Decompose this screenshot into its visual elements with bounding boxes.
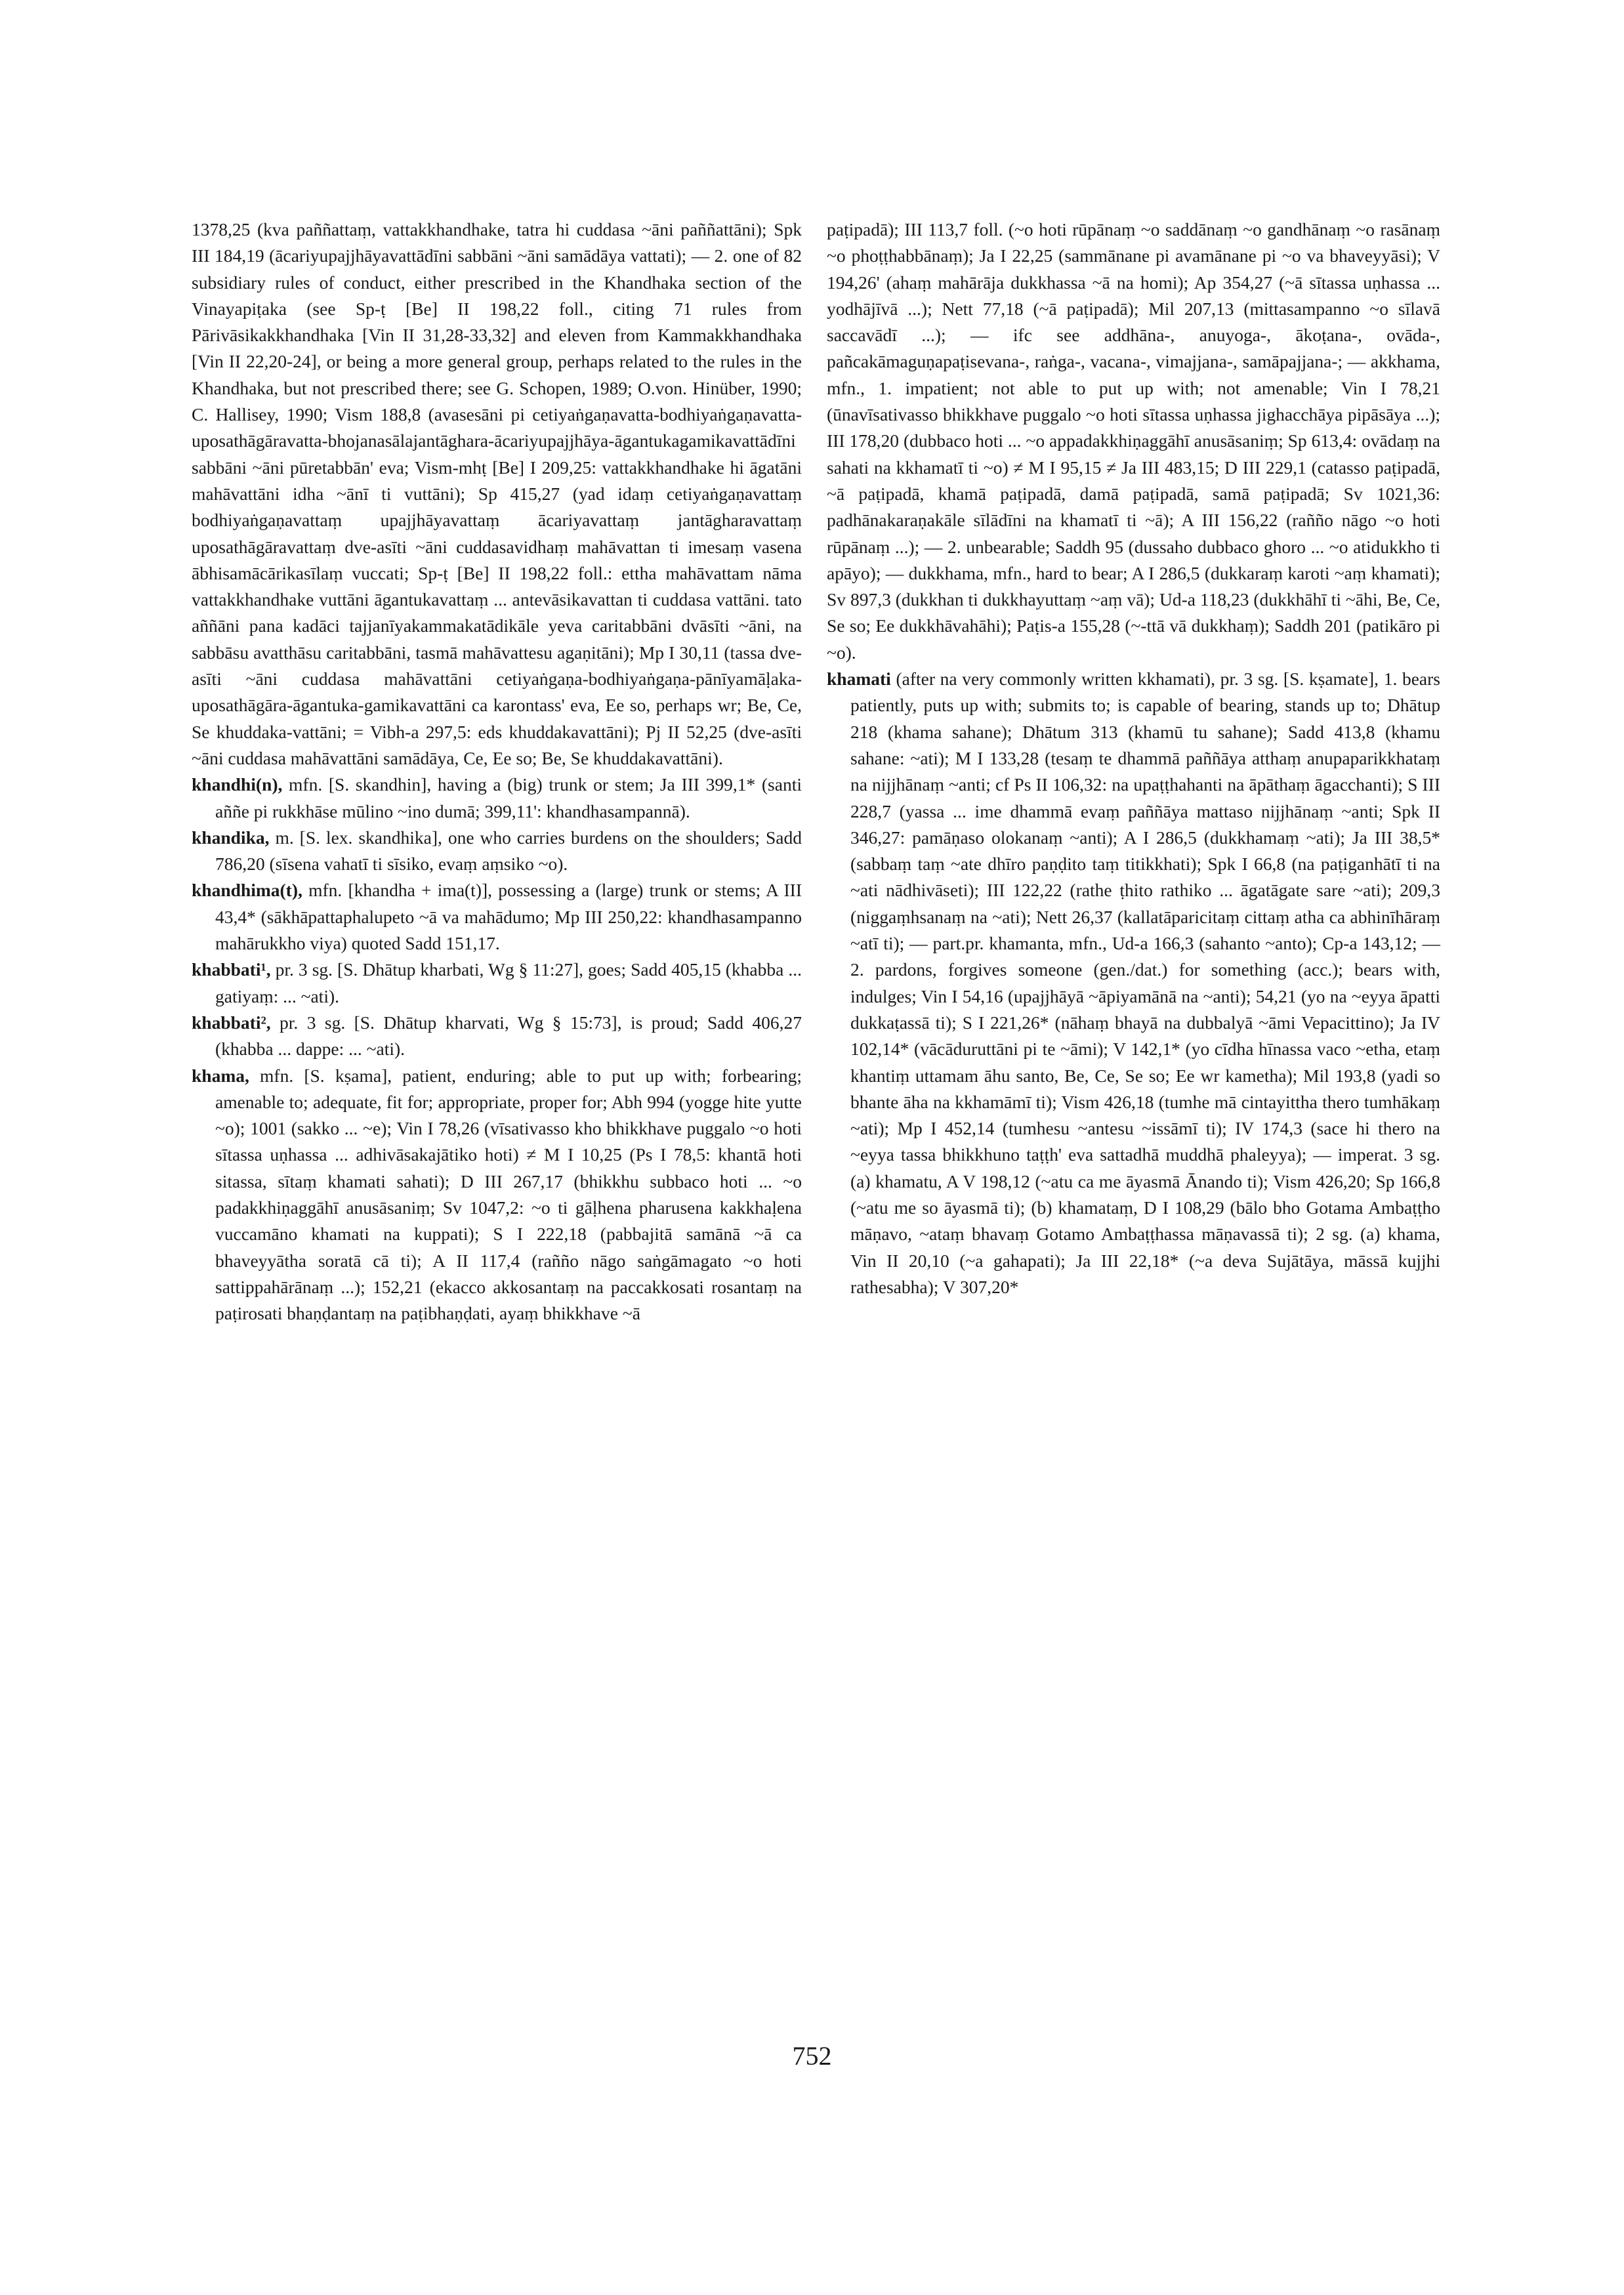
left-column — [192, 217, 802, 1327]
entry-body: (after na very commonly written kkhamati), pr. 3 sg. [S. kṣamate], 1. bears patiently, puts up with; submits to; is capable of bearing, stands up to; Dhātup 218 (khama sahane); Dhātum 313 (khamū tu sahane); Sadd 413,8 (khamu sahane: ~ati); M I 133,28 (tesaṃ te dhammā paññāya atthaṃ anupaparikkhataṃ na nijjhānaṃ ~anti; cf Ps II 106,32: na upaṭṭhahanti na āpāthaṃ āgacchanti); S III 228,7 (yassa ... ime dhammā evaṃ paññāya mattaso nijjhānaṃ ~anti; Spk II 346,27: pamāṇaso olokanaṃ ~anti); A I 286,5 (dukkhamaṃ ~ati); Ja III 38,5* (sabbaṃ taṃ ~ate dhīro paṇḍito taṃ titikkhati); Spk I 66,8 (na paṭiganhātī ti na ~ati nādhivāseti); III 122,22 (rathe ṭhito rathiko ... āgatāgate sare ~ati); 209,3 (niggaṃhsanaṃ na ~ati); Nett 26,37 (kallatāparicitaṃ cittaṃ atha ca abhinīhāraṃ ~atī ti); — part.pr. khamanta, mfn., Ud-a 166,3 (sahanto ~anto); Cp-a 143,12; — 2. pardons, forgives someone (gen./dat.) for something (acc.); bears with, indulges; Vin I 54,16 (upajjhāyā ~āpiyamānā na ~anti); 54,21 (yo na ~eyya āpatti dukkaṭassā ti); S I 221,26* (nāhaṃ bhayā na dubbalyā ~āmi Vepacittino); Ja IV 102,14* (vācāduruttāni pi te ~āmi); V 142,1* (yo cīdha hīnassa vaco ~etha, etaṃ khantiṃ uttamam āhu santo, Be, Ce, Se so; Ee wr kametha); Mil 193,8 (yadi so bhante āha na kkhamāmī ti); Vism 426,18 (tumhe mā cintayittha thero tumhākaṃ ~ati); Mp I 452,14 (tumhesu ~antesu ~issāmī ti); IV 174,3 (sace hi thero na ~eyya tassa bhikkhuno taṭṭh' eva sattadhā muddhā phaleyya); — imperat. 3 sg. (a) khamatu, A V 198,12 (~atu ca me āyasmā Ānando ti); Vism 426,20; Sp 166,8 (~atu me so āyasmā ti); (b) khamataṃ, D I 108,29 (bālo bho Gotama Ambaṭṭho māṇavo, ~ataṃ bhavaṃ Gotamo Ambaṭṭhassa māṇavassā ti); 2 sg. (a) khama, Vin II 20,10 (~a gahapati); Ja III 22,18* (~a deva Sujātāya, māssā kujjhi rathesabha); V 307,20* — [850, 669, 1440, 1297]
entry-body: mfn. [S. skandhin], having a (big) trunk or stem; Ja III 399,1* (santi aññe pi rukkhāse mūlino ~ino dumā; 399,11': khandhasampannā). — [215, 774, 802, 821]
entry-khamati — [827, 666, 1440, 1300]
headword: khabbati², — [192, 1012, 271, 1033]
entry-continuation: paṭipadā); III 113,7 foll. (~o hoti rūpānaṃ ~o saddānaṃ ~o gandhānaṃ ~o rasānaṃ ~o phoṭṭhabbānaṃ); Ja I 22,25 (sammānane pi avamānane pi ~o va bhaveyyāsi); V 194,26' (ahaṃ mahārāja dukkhassa ~ā na homi); Ap 354,27 (~ā sītassa uṇhassa ... yodhājīvā ...); Nett 77,18 (~ā paṭipadā); Mil 207,13 (mittasampanno ~o sīlavā saccavādī ...); — ifc see addhāna-, anuyoga-, ākoṭana-, ovāda-, pañcakāmaguṇapaṭisevana-, raṅga-, vacana-, vimajjana-, samāpajjana-; — akkhama, mfn., 1. impatient; not able to put up with; not amenable; Vin I 78,21 (ūnavīsativasso bhikkhave puggalo ~o hoti sītassa uṇhassa jighacchāya pipāsāya ...); III 178,20 (dubbaco hoti ... ~o appadakkhiṇaggāhī anusāsaniṃ; Sp 613,4: ovādaṃ na sahati na kkhamatī ti ~o) ≠ M I 95,15 ≠ Ja III 483,15; D III 229,1 (catasso paṭipadā, ~ā paṭipadā, khamā paṭipadā, damā paṭipadā, samā paṭipadā; Sv 1021,36: padhānakaraṇakāle sīlādīni na khamatī ti ~ā); A III 156,22 (rañño nāgo ~o hoti rūpānaṃ ...); — 2. unbearable; Saddh 95 (dussaho dubbaco ghoro ... ~o atidukkho ti apāyo); — dukkhama, mfn., hard to bear; A I 286,5 (dukkaraṃ karoti ~aṃ khamati); Sv 897,3 (dukkhan ti dukkhayuttaṃ ~aṃ vā); Ud-a 118,23 (dukkhāhī ti ~āhi, Be, Ce, Se so; Ee dukkhāvahāhi); Paṭis-a 155,28 (~-ttā vā dukkhaṃ); Saddh 201 (patikāro pi ~o). — [827, 219, 1440, 663]
right-column — [827, 217, 1440, 1300]
entry-body: pr. 3 sg. [S. Dhātup kharvati, Wg § 15:73], is proud; Sadd 406,27 (khabba ... dappe: ... ~ati). — [215, 1012, 802, 1060]
entry-khama — [192, 1063, 802, 1327]
entry-khandhimat — [192, 877, 802, 957]
entry-khabbati-2 — [192, 1010, 802, 1063]
headword: khamati — [827, 669, 891, 690]
entry-khandhin — [192, 772, 802, 825]
entry-khandika — [192, 825, 802, 878]
headword: khabbati¹, — [192, 959, 271, 980]
entry-body: pr. 3 sg. [S. Dhātup kharbati, Wg § 11:27], goes; Sadd 405,15 (khabba ... gatiyaṃ: ... ~ati). — [215, 959, 802, 1006]
headword: khandhima(t), — [192, 880, 302, 901]
entry-body: m. [S. lex. skandhika], one who carries burdens on the shoulders; Sadd 786,20 (sīsena vahatī ti sīsiko, evaṃ aṃsiko ~o). — [215, 827, 802, 875]
headword: khandika, — [192, 827, 270, 848]
entry-continuation: 1378,25 (kva paññattaṃ, vattakkhandhake, tatra hi cuddasa ~āni paññattāni); Spk III 184,19 (ācariyupajjhāyavattādīni sabbāni ~āni samādāya vattati); — 2. one of 82 subsidiary rules of conduct, either prescribed in the Khandhaka section of the Vinayapiṭaka (see Sp-ṭ [Be] II 198,22 foll., citing 71 rules from Pārivāsikakkhandhaka [Vin II 31,28-33,32] and eleven from Kammakkhandhaka [Vin II 22,20-24], or being a more general group, perhaps related to the rules in the Khandhaka, but not prescribed there; see G. Schopen, 1989; O.von. Hinüber, 1990; C. Hallisey, 1990; Vism 188,8 (avasesāni pi cetiyaṅgaṇavatta-bodhiyaṅgaṇavatta-uposathāgāravatta-bhojanasālajantāghara-ācariyupajjhāya-āgantukagamikavattādīni sabbāni ~āni pūretabbān' eva; Vism-mhṭ [Be] I 209,25: vattakkhandhake hi āgatāni mahāvattāni idha ~ānī ti vuttāni); Sp 415,27 (yad idaṃ cetiyaṅgaṇavattaṃ bodhiyaṅgaṇavattaṃ upajjhāyavattaṃ ācariyavattaṃ jantāgharavattaṃ uposathāgāravattaṃ dve-asīti ~āni cuddasavidhaṃ mahāvattan ti imesaṃ vasena ābhisamācārikasīlaṃ vuccati; Sp-ṭ [Be] II 198,22 foll.: ettha mahāvattam nāma vattakkhandhake vuttāni āgantukavattaṃ ... antevāsikavattan ti cuddasa vattāni. tato aññāni pana kadāci tajjanīyakammakatādikāle yeva caritabbāni dvāsīti ~āni, na sabbāsu avatthāsu caritabbāni, tasmā mahāvattesu agaṇitāni); Mp I 30,11 (tassa dve-asīti ~āni cuddasa mahāvattāni cetiyaṅgaṇa-bodhiyaṅgaṇa-pānīyamāḷaka-uposathāgāra-āgantuka-gamikavattāni ca karontass' eva, Ee so, perhaps wr; Be, Ce, Se khuddaka-vattāni; = Vibh-a 297,5: eds khuddakavattāni); Pj II 52,25 (dve-asīti ~āni cuddasa mahāvattāni samādāya, Ce, Ee so; Be, Se khuddakavattāni). — [192, 219, 802, 768]
headword: khandhi(n), — [192, 774, 283, 795]
entry-body: mfn. [khandha + ima(t)], possessing a (large) trunk or stems; A III 43,4* (sākhāpattaphalupeto ~ā va mahādumo; Mp III 250,22: khandhasampanno mahārukkho viya) quoted Sadd 151,17. — [215, 880, 802, 954]
entry-body: mfn. [S. kṣama], patient, enduring; able to put up with; forbearing; amenable to; adequate, fit for; appropriate, proper for; Abh 994 (yogge hite yutte ~o); 1001 (sakko ... ~e); Vin I 78,26 (vīsativasso kho bhikkhave puggalo ~o hoti sītassa uṇhassa ... adhivāsakajātiko hoti) ≠ M I 10,25 (Ps I 78,5: khantā hoti sitassa, sītaṃ khamati sahati); D III 267,17 (bhikkhu subbaco hoti ... ~o padakkhiṇaggāhī anusāsaniṃ; Sv 1047,2: ~o ti gāḷhena pharusena kakkhaḷena vuccamāno khamati na kuppati); S I 222,18 (pabbajitā samānā ~ā ca bhaveyyātha soratā cā ti); A II 117,4 (rañño nāgo saṅgāmagato ~o hoti sattippahārānaṃ ...); 152,21 (ekacco akkosantaṃ na paccakkosati rosantaṃ na paṭirosati bhaṇḍantaṃ na paṭibhaṇḍati, ayaṃ bhikkhave ~ā — [215, 1065, 802, 1324]
headword: khama, — [192, 1065, 249, 1086]
page-number: 752 — [792, 2041, 832, 2071]
entry-khabbati-1 — [192, 957, 802, 1010]
